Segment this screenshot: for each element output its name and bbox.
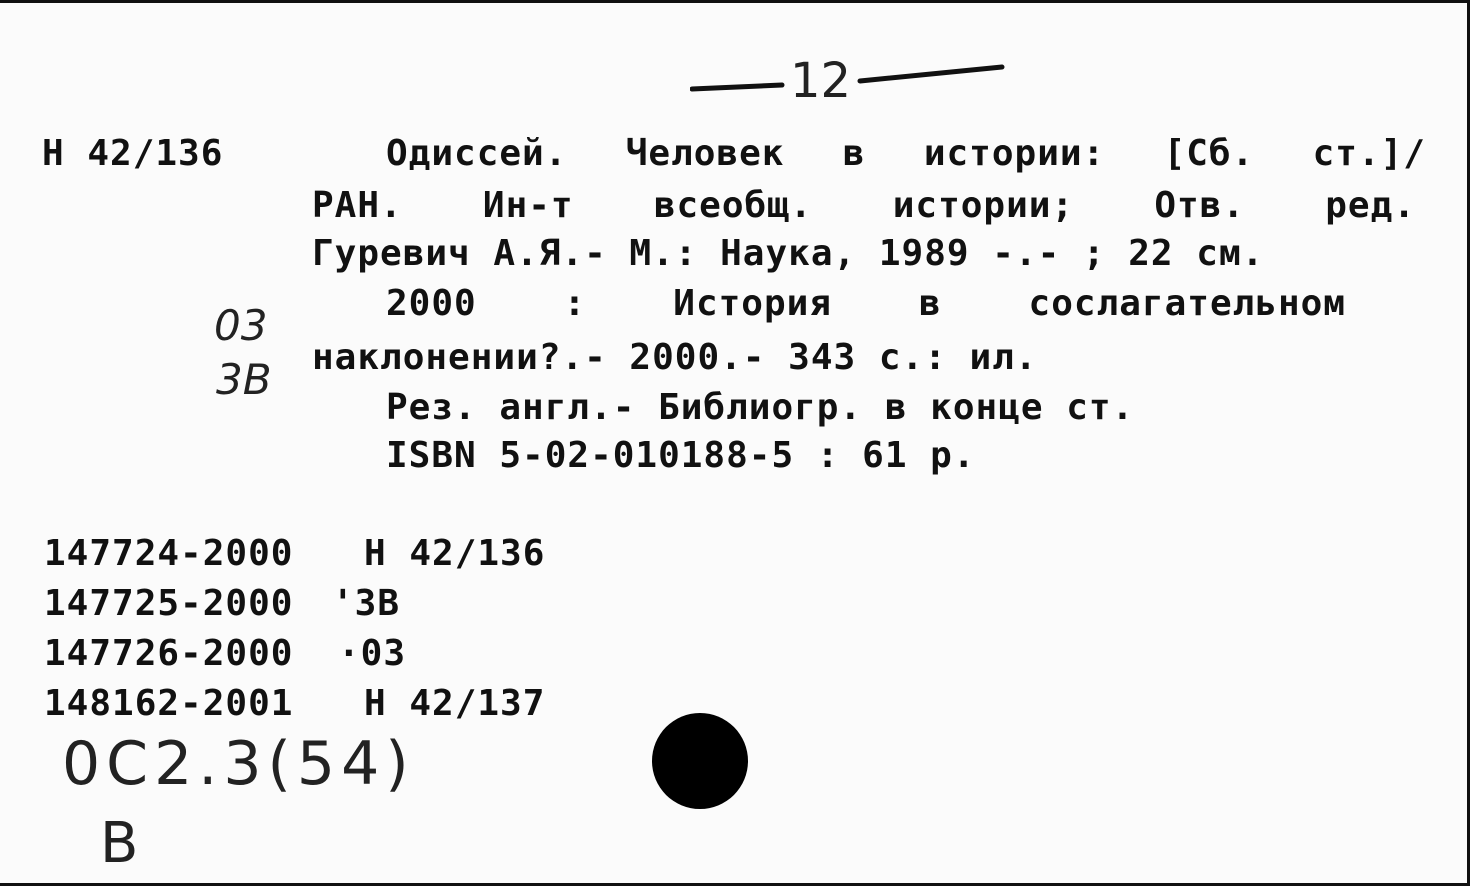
handwritten-classification: 0С2.3(54) xyxy=(62,729,415,799)
handwritten-page-number: 12 xyxy=(790,53,852,109)
entry-line-5: наклонении?.- 2000.- 343 с.: ил. xyxy=(312,337,1038,378)
margin-mark-3b: 3B xyxy=(216,355,272,404)
entry-line-7-isbn: ISBN 5-02-010188-5 : 61 р. xyxy=(386,435,976,476)
entry-word: Отв. xyxy=(1154,185,1246,226)
entry-word: : xyxy=(563,283,587,324)
inventory-location: '3В xyxy=(332,583,401,624)
entry-word: истории: xyxy=(923,133,1106,174)
inventory-location: Н 42/137 xyxy=(364,683,546,724)
entry-line-6: Рез. англ.- Библиогр. в конце ст. xyxy=(386,387,1135,428)
entry-word: Ин-т xyxy=(482,185,574,226)
inventory-number: 147726-2000 xyxy=(44,633,294,674)
inventory-number: 148162-2001 xyxy=(44,683,294,724)
entry-word: ред. xyxy=(1325,185,1416,226)
entry-word: истории; xyxy=(892,185,1075,226)
entry-word: 2000 xyxy=(386,283,477,324)
inventory-location: Н 42/136 xyxy=(364,533,546,574)
entry-word: сослагательном xyxy=(1028,283,1346,324)
inventory-location: ·03 xyxy=(338,633,407,674)
entry-line-3: Гуревич А.Я.- М.: Наука, 1989 -.- ; 22 см. xyxy=(312,233,1265,274)
entry-word: в xyxy=(842,133,866,174)
handwritten-letter: В xyxy=(100,811,139,876)
entry-word: Человек xyxy=(625,133,785,174)
entry-line-2 xyxy=(312,185,1416,226)
entry-word: в xyxy=(918,283,942,324)
shelf-mark: Н 42/136 xyxy=(42,133,224,174)
entry-word: История xyxy=(673,283,832,324)
entry-word: Одиссей. xyxy=(386,133,568,174)
entry-line-4 xyxy=(386,283,1346,324)
entry-line-1 xyxy=(386,133,1426,174)
inventory-number: 147725-2000 xyxy=(44,583,294,624)
entry-word: всеобщ. xyxy=(653,185,813,226)
inventory-number: 147724-2000 xyxy=(44,533,294,574)
punch-hole-dot xyxy=(652,713,748,809)
entry-word: ст.]/ xyxy=(1312,133,1426,174)
entry-word: РАН. xyxy=(312,185,403,226)
margin-mark-03: 03 xyxy=(214,301,268,350)
entry-word: [Сб. xyxy=(1163,133,1255,174)
